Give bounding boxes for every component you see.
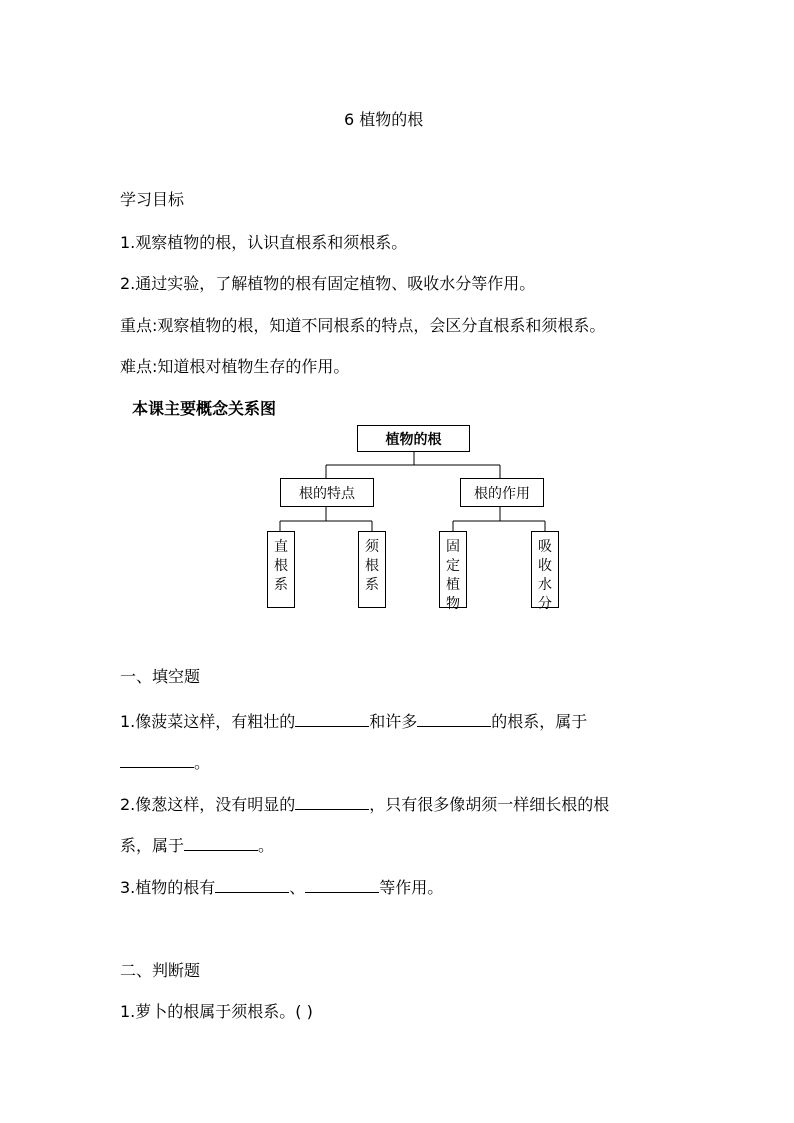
goal-item-2: 2.通过实验，了解植物的根有固定植物、吸收水分等作用。 xyxy=(120,274,536,293)
section1-question-1-cont: 。 xyxy=(120,753,210,773)
diagram-leaf-anchor-plant: 固 定 植 物 xyxy=(439,531,467,608)
page-title: 6 植物的根 xyxy=(344,110,424,129)
section2-question-1: 1.萝卜的根属于须根系。( ) xyxy=(120,1002,313,1021)
diagram-leaf-taproot: 直 根 系 xyxy=(267,531,295,608)
answer-blank[interactable] xyxy=(305,878,379,893)
answer-blank[interactable] xyxy=(184,836,258,851)
diagram-root-box: 植物的根 xyxy=(357,425,470,452)
diagram-leaf-fibrous-root: 须 根 系 xyxy=(358,531,386,608)
section1-question-2: 2.像葱这样，没有明显的 ，只有很多像胡须一样细长根的根 xyxy=(120,795,610,814)
answer-blank[interactable] xyxy=(417,712,491,727)
answer-blank[interactable] xyxy=(215,878,289,893)
section1-heading: 一、填空题 xyxy=(120,667,201,686)
section1-question-1: 1.像菠菜这样，有粗壮的 和许多 的根系，属于 xyxy=(120,712,588,731)
section2-heading: 二、判断题 xyxy=(120,961,201,980)
answer-blank[interactable] xyxy=(295,795,369,810)
diagram-box-root-features: 根的特点 xyxy=(280,478,374,507)
answer-blank[interactable] xyxy=(295,712,369,727)
goal-key-point: 重点:观察植物的根，知道不同根系的特点，会区分直根系和须根系。 xyxy=(120,316,606,335)
diagram-heading: 本课主要概念关系图 xyxy=(132,399,277,418)
answer-blank[interactable] xyxy=(120,753,194,768)
diagram-leaf-absorb-water: 吸 收 水 分 xyxy=(531,531,559,608)
goal-difficult-point: 难点:知道根对植物生存的作用。 xyxy=(120,357,350,376)
section1-question-2-cont: 系，属于 。 xyxy=(120,836,275,855)
section1-question-3: 3.植物的根有 、 等作用。 xyxy=(120,878,444,897)
goals-heading: 学习目标 xyxy=(120,190,185,209)
diagram-box-root-functions: 根的作用 xyxy=(460,478,544,507)
goal-item-1: 1.观察植物的根，认识直根系和须根系。 xyxy=(120,233,408,252)
